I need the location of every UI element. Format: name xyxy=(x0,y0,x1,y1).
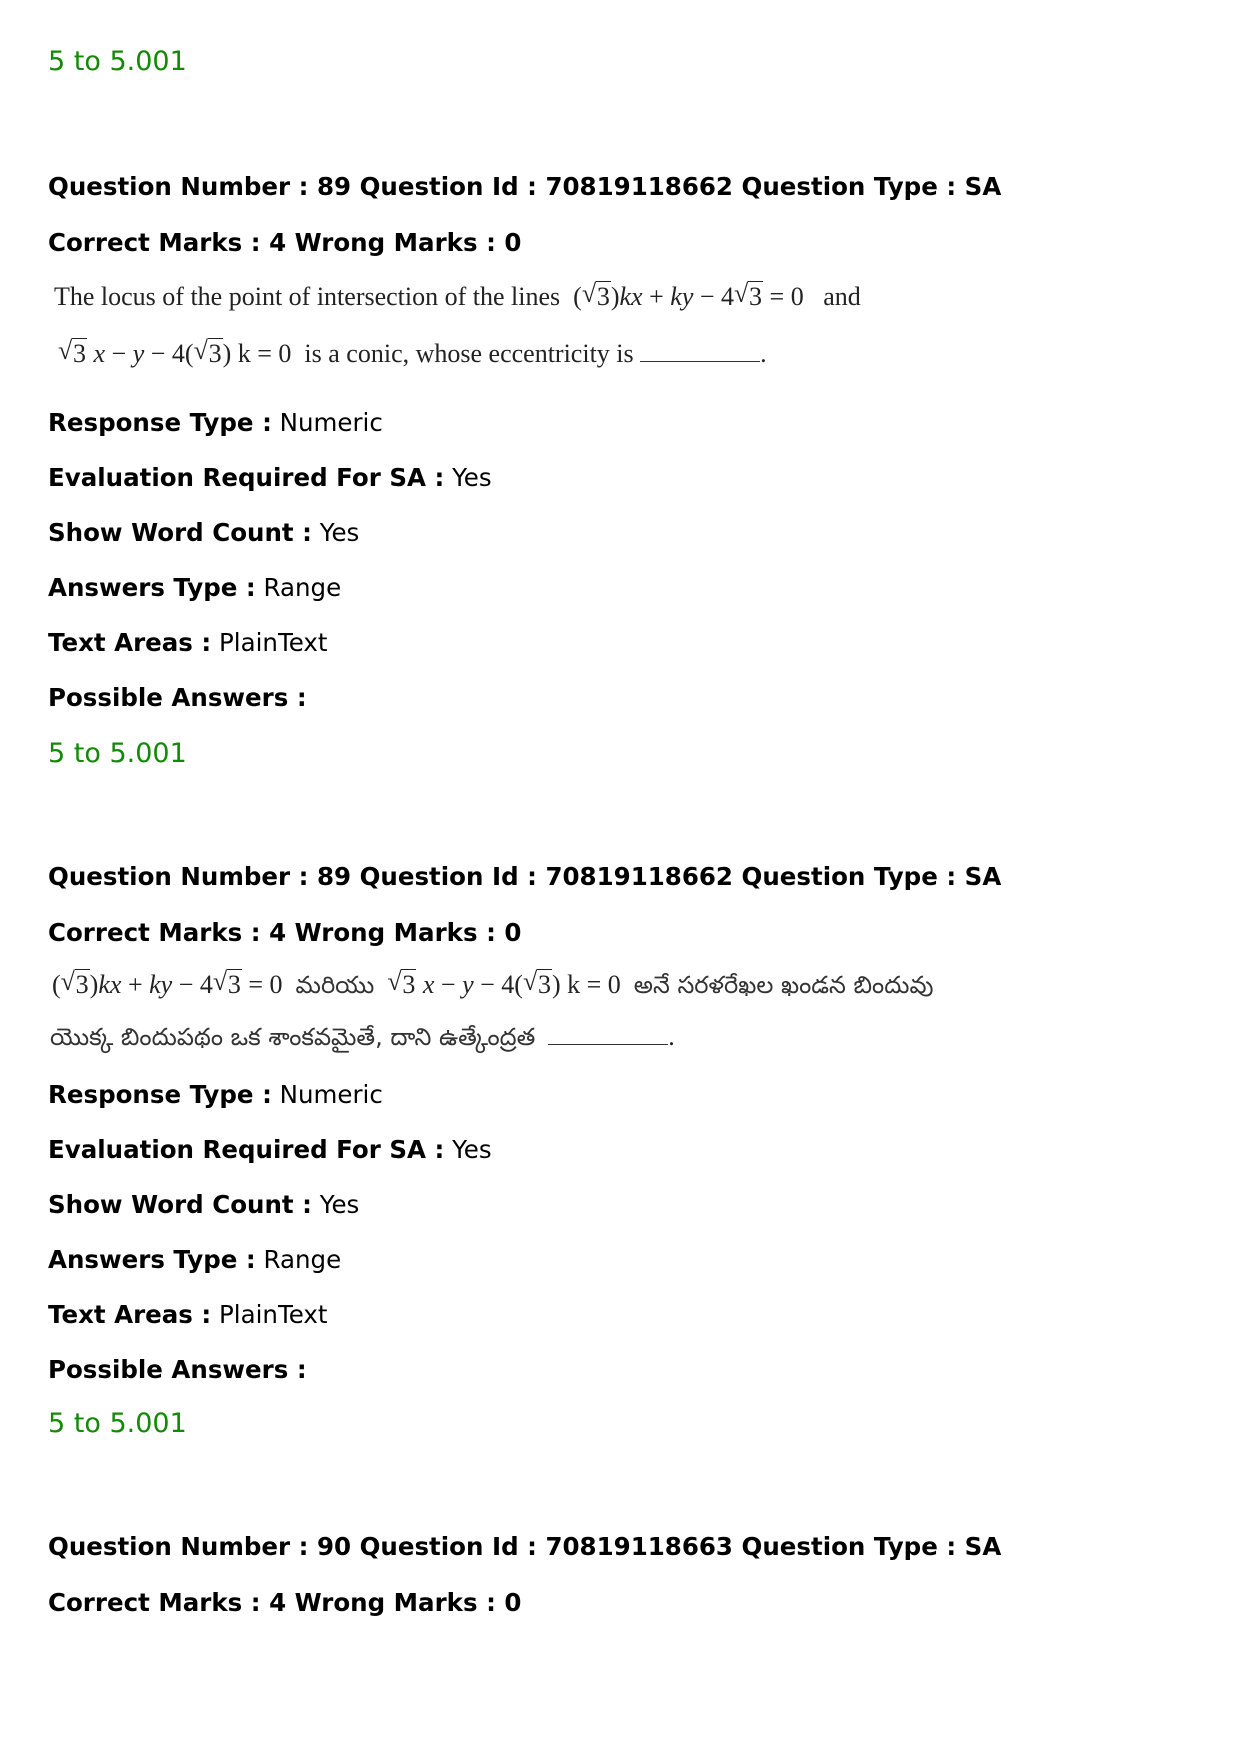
question-header: Question Number : 89 Question Id : 70819118662 Question Type : SA xyxy=(48,862,1002,891)
question-text: అనే సరళరేఖల ఖండన బిందువు xyxy=(633,971,934,999)
possible-answers-label: Possible Answers : xyxy=(48,1355,307,1384)
answer-blank xyxy=(548,1026,668,1045)
question-marks: Correct Marks : 4 Wrong Marks : 0 xyxy=(48,1588,522,1617)
question-header: Question Number : 90 Question Id : 70819118663 Question Type : SA xyxy=(48,1532,1002,1561)
show-word-count: Show Word Count : Yes xyxy=(48,1190,360,1219)
question-text-line-2: యొక్క బిందుపథం ఒక శాంకవమైతే, దాని ఉత్కేంద్రత . xyxy=(50,1022,675,1051)
answer-blank xyxy=(640,343,760,362)
evaluation-required: Evaluation Required For SA : Yes xyxy=(48,1135,492,1164)
possible-answer-value: 5 to 5.001 xyxy=(48,46,187,77)
possible-answer-value: 5 to 5.001 xyxy=(48,1408,187,1439)
question-text: The locus of the point of intersection of the lines xyxy=(54,282,561,311)
answers-type: Answers Type : Range xyxy=(48,1245,342,1274)
possible-answers-label: Possible Answers : xyxy=(48,683,307,712)
response-type: Response Type : Numeric xyxy=(48,1080,383,1109)
question-text-line-1: The locus of the point of intersection of the lines (√ 3)kx + ky − 4√ 3 = 0 and xyxy=(54,282,861,312)
question-marks: Correct Marks : 4 Wrong Marks : 0 xyxy=(48,228,522,257)
question-text-line-1: (√ 3)kx + ky − 4√ 3 = 0 మరియు √ 3 x − y − 4(√ 3) k = 0 అనే సరళరేఖల ఖండన బిందువు xyxy=(52,970,933,1005)
possible-answer-value: 5 to 5.001 xyxy=(48,738,187,769)
question-text-line-2: √ 3 x − y − 4(√ 3) k = 0 is a conic, whose eccentricity is . xyxy=(58,339,767,369)
answers-type: Answers Type : Range xyxy=(48,573,342,602)
evaluation-required: Evaluation Required For SA : Yes xyxy=(48,463,492,492)
question-text: మరియు xyxy=(295,971,375,999)
question-marks: Correct Marks : 4 Wrong Marks : 0 xyxy=(48,918,522,947)
question-text: is a conic, whose eccentricity is xyxy=(304,339,634,368)
show-word-count: Show Word Count : Yes xyxy=(48,518,360,547)
text-areas: Text Areas : PlainText xyxy=(48,628,328,657)
text-areas: Text Areas : PlainText xyxy=(48,1300,328,1329)
question-header: Question Number : 89 Question Id : 70819118662 Question Type : SA xyxy=(48,172,1002,201)
question-text: and xyxy=(823,282,861,311)
question-text: యొక్క బిందుపథం ఒక శాంకవమైతే, దాని ఉత్కేంద్రత xyxy=(50,1023,536,1051)
response-type: Response Type : Numeric xyxy=(48,408,383,437)
